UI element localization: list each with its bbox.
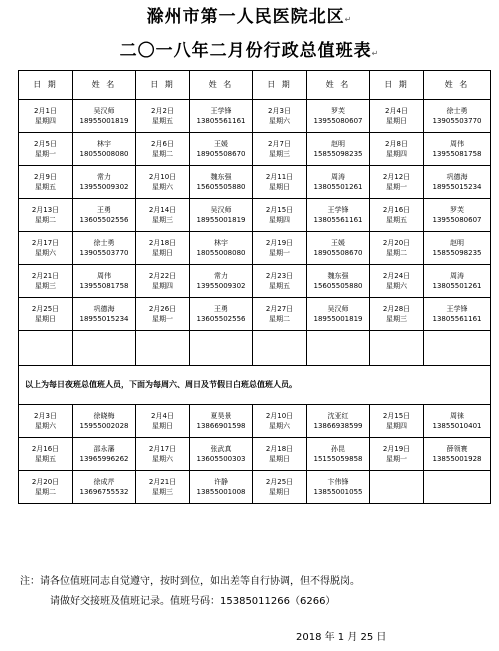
notice-text: 以上为每日夜班总值班人员，下面为每周六、周日及节假日白班总值班人员。	[19, 366, 491, 405]
date-cell	[19, 405, 73, 438]
date-cell-line: 2月26日	[148, 305, 177, 313]
staff-cell-line: 王学锋	[446, 305, 468, 313]
staff-cell-line: 13805561161	[313, 216, 363, 224]
staff-cell	[424, 471, 491, 504]
date-cell-line: 2月7日	[268, 140, 291, 148]
staff-cell	[307, 471, 370, 504]
staff-cell-line: 13605500303	[196, 455, 246, 463]
date-cell	[136, 100, 190, 133]
header-date: 日 期	[370, 71, 424, 100]
date-cell-line: 星期日	[269, 183, 290, 191]
date-cell-line: 星期五	[152, 117, 173, 125]
date-cell-line: 2月19日	[382, 445, 411, 453]
subtitle-text: 二〇一八年二月份行政总值班表	[119, 41, 372, 61]
staff-cell-line: 13855001008	[196, 488, 246, 496]
date-cell-line: 星期三	[386, 315, 407, 323]
staff-cell-line: 周涛	[450, 272, 464, 280]
staff-cell-line: 13696755532	[79, 488, 129, 496]
date-cell-line: 星期二	[386, 249, 407, 257]
date-cell	[253, 265, 307, 298]
date-cell-line: 2月17日	[148, 445, 177, 453]
date-cell-line: 2月27日	[265, 305, 294, 313]
staff-cell-line: 13866938599	[313, 422, 363, 430]
blank-cell	[424, 331, 491, 366]
staff-cell-line: 15605505880	[313, 282, 363, 290]
date-cell-line: 2月19日	[265, 239, 294, 247]
date-cell-line: 星期一	[269, 249, 290, 257]
staff-cell-line: 13605502556	[196, 315, 246, 323]
date-cell	[19, 100, 73, 133]
header-name: 姓 名	[73, 71, 136, 100]
staff-cell-line: 王媛	[214, 140, 228, 148]
note-line-2: 请做好交接班及值班记录。值班号码：15385011266（6266）	[50, 596, 336, 607]
title-text: 滁州市第一人民医院北区	[146, 7, 345, 27]
staff-cell-line: 13855001055	[313, 488, 363, 496]
date-cell-line: 2月4日	[151, 412, 174, 420]
date-cell-line: 2月6日	[151, 140, 174, 148]
staff-cell-line: 13955081758	[79, 282, 129, 290]
notice-row	[19, 366, 491, 405]
date-cell-line: 2月9日	[34, 173, 57, 181]
staff-cell-line: 18955001819	[313, 315, 363, 323]
date-cell	[370, 405, 424, 438]
table-row	[19, 405, 491, 438]
date-cell-line: 星期一	[35, 150, 56, 158]
staff-cell-line: 王学锋	[327, 206, 349, 214]
date-cell-line: 星期二	[269, 315, 290, 323]
staff-cell-line: 13965996262	[79, 455, 129, 463]
paragraph-mark-icon: ↵	[344, 15, 353, 24]
blank-cell	[370, 331, 424, 366]
table-row	[19, 298, 491, 331]
date-cell-line: 2月3日	[268, 107, 291, 115]
staff-cell-line: 罗芙	[450, 206, 464, 214]
date-cell-line: 星期六	[386, 282, 407, 290]
staff-cell	[424, 199, 491, 232]
date-cell	[370, 298, 424, 331]
table-row	[19, 265, 491, 298]
date-cell-line: 2月20日	[382, 239, 411, 247]
staff-cell-line: 18955001819	[79, 117, 129, 125]
staff-cell	[307, 166, 370, 199]
table-header-row	[19, 71, 491, 100]
staff-cell-line: 13605502556	[79, 216, 129, 224]
date-cell-line: 2月25日	[265, 478, 294, 486]
staff-cell	[73, 298, 136, 331]
table-row	[19, 232, 491, 265]
staff-cell	[73, 133, 136, 166]
date-cell-line: 星期四	[35, 117, 56, 125]
date-cell-line: 星期三	[152, 488, 173, 496]
date-cell	[19, 166, 73, 199]
date-cell-line: 星期五	[35, 455, 56, 463]
date-cell-line: 2月4日	[385, 107, 408, 115]
date-cell	[253, 166, 307, 199]
staff-cell-line: 13955080607	[313, 117, 363, 125]
staff-cell	[73, 265, 136, 298]
staff-cell-line: 13805561161	[432, 315, 482, 323]
staff-cell-line: 13805561161	[196, 117, 246, 125]
date-cell	[19, 471, 73, 504]
staff-cell	[424, 133, 491, 166]
date-cell	[370, 471, 424, 504]
footnote	[20, 572, 360, 612]
staff-cell	[73, 100, 136, 133]
date-cell-line: 星期一	[386, 455, 407, 463]
date-cell-line: 2月13日	[31, 206, 60, 214]
date-cell	[136, 471, 190, 504]
header-date: 日 期	[19, 71, 73, 100]
staff-cell	[424, 298, 491, 331]
note-line-1: 请各位值班同志自觉遵守，按时到位，如出差等自行协调，但不得脱岗。	[40, 576, 360, 587]
blank-cell	[307, 331, 370, 366]
date-cell-line: 星期四	[269, 216, 290, 224]
staff-cell	[190, 405, 253, 438]
staff-cell-line: 13955009302	[79, 183, 129, 191]
staff-cell	[307, 133, 370, 166]
date-cell	[253, 199, 307, 232]
staff-cell-line: 18055008080	[79, 150, 129, 158]
staff-cell	[307, 232, 370, 265]
staff-cell-line: 孙昆	[331, 445, 345, 453]
date-cell-line: 星期六	[269, 117, 290, 125]
date-cell	[253, 438, 307, 471]
date-cell	[370, 438, 424, 471]
date-cell	[136, 232, 190, 265]
date-cell-line: 星期六	[152, 183, 173, 191]
staff-cell	[73, 471, 136, 504]
date-cell	[136, 166, 190, 199]
staff-cell	[190, 232, 253, 265]
staff-cell	[424, 166, 491, 199]
staff-cell-line: 王勇	[97, 206, 111, 214]
staff-cell-line: 13805501261	[432, 282, 482, 290]
staff-cell	[190, 438, 253, 471]
date-cell	[19, 298, 73, 331]
staff-cell-line: 罗芙	[331, 107, 345, 115]
table-row	[19, 471, 491, 504]
staff-cell-line: 周伟	[450, 140, 464, 148]
date-cell	[253, 100, 307, 133]
blank-cell	[136, 331, 190, 366]
duty-roster-table	[18, 70, 491, 504]
header-date: 日 期	[253, 71, 307, 100]
date-cell-line: 2月22日	[148, 272, 177, 280]
date-cell-line: 2月11日	[265, 173, 294, 181]
date-cell-line: 星期六	[35, 422, 56, 430]
blank-cell	[19, 331, 73, 366]
date-cell-line: 2月8日	[385, 140, 408, 148]
staff-cell	[424, 100, 491, 133]
staff-cell-line: 王媛	[331, 239, 345, 247]
date-cell-line: 星期二	[35, 216, 56, 224]
staff-cell-line: 徐士勇	[93, 239, 115, 247]
staff-cell-line: 赵明	[331, 140, 345, 148]
header-date: 日 期	[136, 71, 190, 100]
date-cell-line: 2月17日	[31, 239, 60, 247]
date-cell-line: 星期四	[386, 422, 407, 430]
staff-cell-line: 18955001819	[196, 216, 246, 224]
date-cell-line: 星期三	[35, 282, 56, 290]
header-name: 姓 名	[424, 71, 491, 100]
date-cell	[253, 133, 307, 166]
staff-cell-line: 18905508670	[313, 249, 363, 257]
date-cell-line: 星期三	[269, 150, 290, 158]
staff-cell-line: 王勇	[214, 305, 228, 313]
staff-cell-line: 常力	[97, 173, 111, 181]
staff-cell-line: 魏东强	[210, 173, 232, 181]
date-cell	[19, 232, 73, 265]
date-cell	[136, 265, 190, 298]
blank-cell	[190, 331, 253, 366]
date-cell-line: 星期六	[269, 422, 290, 430]
date-cell	[253, 471, 307, 504]
date-cell	[253, 232, 307, 265]
staff-cell	[307, 405, 370, 438]
staff-cell-line: 林宇	[214, 239, 228, 247]
staff-cell-line: 18055008080	[196, 249, 246, 257]
staff-cell-line: 巩德海	[93, 305, 115, 313]
staff-cell-line: 13805501261	[313, 183, 363, 191]
table-row	[19, 166, 491, 199]
header-name: 姓 名	[190, 71, 253, 100]
staff-cell-line: 王学锋	[210, 107, 232, 115]
staff-cell	[73, 232, 136, 265]
date-cell-line: 星期一	[386, 183, 407, 191]
date-cell-line: 星期五	[35, 183, 56, 191]
staff-cell-line: 吴汉师	[327, 305, 349, 313]
date-cell	[370, 265, 424, 298]
date-cell	[19, 265, 73, 298]
staff-cell-line: 徐晓梅	[93, 412, 115, 420]
blank-row	[19, 331, 491, 366]
date-cell-line: 2月21日	[31, 272, 60, 280]
document-title	[0, 2, 499, 27]
staff-cell-line: 15855098235	[432, 249, 482, 257]
date-cell	[370, 100, 424, 133]
date-cell-line: 星期五	[269, 282, 290, 290]
date-cell	[136, 199, 190, 232]
staff-cell-line: 周徕	[450, 412, 464, 420]
date-cell-line: 2月14日	[148, 206, 177, 214]
date-cell-line: 2月24日	[382, 272, 411, 280]
staff-cell	[73, 405, 136, 438]
staff-cell	[190, 199, 253, 232]
date-cell	[136, 438, 190, 471]
staff-cell-line: 沈亚红	[327, 412, 349, 420]
date-cell-line: 2月28日	[382, 305, 411, 313]
staff-cell	[307, 100, 370, 133]
document-subtitle	[0, 36, 499, 61]
staff-cell	[307, 199, 370, 232]
staff-cell-line: 18955015234	[79, 315, 129, 323]
date-cell-line: 2月12日	[382, 173, 411, 181]
table-row	[19, 199, 491, 232]
staff-cell-line: 18905508670	[196, 150, 246, 158]
sign-date: 2018 年 1 月 25 日	[296, 632, 387, 643]
date-cell	[370, 133, 424, 166]
staff-cell-line: 13955080607	[432, 216, 482, 224]
staff-cell	[424, 232, 491, 265]
date-cell	[253, 298, 307, 331]
staff-cell	[190, 471, 253, 504]
staff-cell-line: 吴汉师	[93, 107, 115, 115]
staff-cell-line: 15955002028	[79, 422, 129, 430]
staff-cell-line: 魏东强	[327, 272, 349, 280]
date-cell-line: 星期六	[152, 455, 173, 463]
date-cell	[19, 438, 73, 471]
date-cell-line: 星期日	[269, 455, 290, 463]
date-cell-line: 星期六	[35, 249, 56, 257]
staff-cell-line: 13855010401	[432, 422, 482, 430]
date-cell	[136, 298, 190, 331]
date-cell-line: 星期日	[269, 488, 290, 496]
header-name: 姓 名	[307, 71, 370, 100]
date-cell-line: 2月5日	[34, 140, 57, 148]
staff-cell-line: 赵明	[450, 239, 464, 247]
date-cell-line: 2月20日	[31, 478, 60, 486]
table-row	[19, 100, 491, 133]
date-cell-line: 2月23日	[265, 272, 294, 280]
staff-cell-line: 周涛	[331, 173, 345, 181]
date-cell-line: 星期日	[35, 315, 56, 323]
staff-cell-line: 邵永藩	[93, 445, 115, 453]
date-cell	[136, 405, 190, 438]
date-cell	[370, 199, 424, 232]
date-cell-line: 2月18日	[148, 239, 177, 247]
staff-cell	[73, 166, 136, 199]
table-row	[19, 133, 491, 166]
staff-cell-line: 许静	[214, 478, 228, 486]
staff-cell	[190, 133, 253, 166]
staff-cell-line: 13855001928	[432, 455, 482, 463]
date-cell	[370, 166, 424, 199]
date-cell-line: 2月15日	[382, 412, 411, 420]
staff-cell	[424, 438, 491, 471]
staff-cell	[307, 438, 370, 471]
staff-cell-line: 13955081758	[432, 150, 482, 158]
staff-cell	[190, 265, 253, 298]
date-cell	[19, 199, 73, 232]
date-cell-line: 星期二	[35, 488, 56, 496]
date-cell-line: 星期三	[152, 216, 173, 224]
date-cell	[253, 405, 307, 438]
date-cell-line: 星期日	[386, 117, 407, 125]
paragraph-mark-icon: ↵	[371, 49, 380, 58]
note-label: 注：	[20, 576, 40, 587]
staff-cell-line: 徐成芹	[93, 478, 115, 486]
staff-cell	[190, 100, 253, 133]
staff-cell-line: 常力	[214, 272, 228, 280]
date-cell-line: 2月15日	[265, 206, 294, 214]
staff-cell-line: 13905503770	[79, 249, 129, 257]
staff-cell-line: 夏昊景	[210, 412, 232, 420]
blank-cell	[253, 331, 307, 366]
table-row	[19, 438, 491, 471]
staff-cell-line: 吴汉师	[210, 206, 232, 214]
staff-cell-line: 徐士勇	[446, 107, 468, 115]
date-cell-line: 2月2日	[151, 107, 174, 115]
date-cell-line: 2月1日	[34, 107, 57, 115]
staff-cell	[73, 199, 136, 232]
staff-cell-line: 13866901598	[196, 422, 246, 430]
staff-cell-line: 15855098235	[313, 150, 363, 158]
staff-cell-line: 巩德海	[446, 173, 468, 181]
date-cell-line: 2月18日	[265, 445, 294, 453]
date-cell-line: 星期四	[152, 282, 173, 290]
staff-cell-line: 13955009302	[196, 282, 246, 290]
staff-cell-line: 13905503770	[432, 117, 482, 125]
date-cell-line: 2月25日	[31, 305, 60, 313]
date-cell-line: 星期日	[152, 422, 173, 430]
staff-cell-line: 林宇	[97, 140, 111, 148]
date-cell-line: 2月16日	[31, 445, 60, 453]
staff-cell-line: 薛领寰	[446, 445, 468, 453]
date-cell	[19, 133, 73, 166]
staff-cell	[307, 265, 370, 298]
date-cell-line: 星期一	[152, 315, 173, 323]
staff-cell-line: 周伟	[97, 272, 111, 280]
date-cell	[370, 232, 424, 265]
staff-cell	[424, 265, 491, 298]
staff-cell-line: 15155059858	[313, 455, 363, 463]
staff-cell	[73, 438, 136, 471]
staff-cell-line: 18955015234	[432, 183, 482, 191]
date-cell-line: 星期日	[152, 249, 173, 257]
staff-cell-line: 张武真	[210, 445, 232, 453]
date-cell-line: 2月16日	[382, 206, 411, 214]
date-cell-line: 星期四	[386, 150, 407, 158]
staff-cell-line: 15605505880	[196, 183, 246, 191]
date-cell-line: 2月10日	[265, 412, 294, 420]
date-cell-line: 2月10日	[148, 173, 177, 181]
staff-cell	[190, 166, 253, 199]
staff-cell	[307, 298, 370, 331]
date-cell-line: 2月21日	[148, 478, 177, 486]
staff-cell-line: 卞伟锋	[327, 478, 349, 486]
staff-cell	[424, 405, 491, 438]
blank-cell	[73, 331, 136, 366]
date-cell-line: 2月3日	[34, 412, 57, 420]
staff-cell	[190, 298, 253, 331]
date-cell-line: 星期五	[386, 216, 407, 224]
date-cell	[136, 133, 190, 166]
date-cell-line: 星期二	[152, 150, 173, 158]
